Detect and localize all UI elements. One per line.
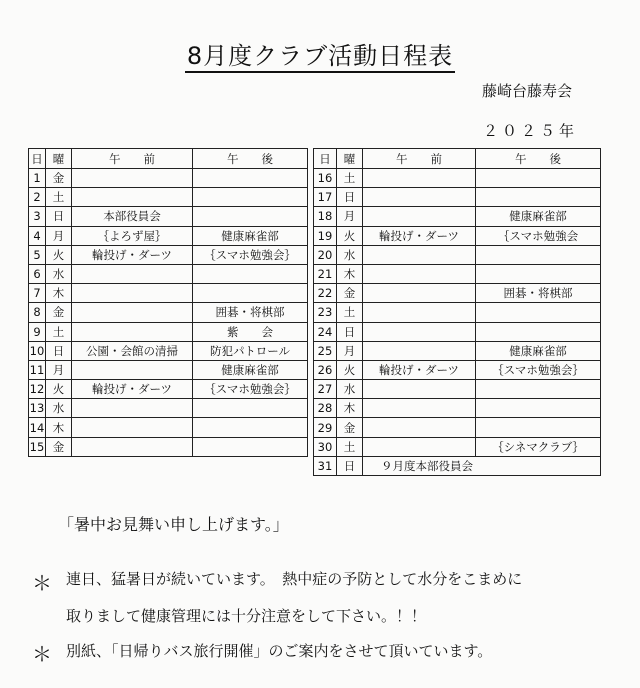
weekday-cell: 土 (46, 322, 72, 341)
am-cell (363, 169, 476, 188)
am-cell (363, 207, 476, 226)
pm-cell: ｛スマホ勉強会 (476, 226, 601, 245)
schedule-table (28, 148, 601, 476)
day-cell: 4 (29, 226, 46, 245)
pm-cell: 健康麻雀部 (476, 207, 601, 226)
weekday-cell: 土 (337, 303, 363, 322)
page-title (0, 36, 640, 71)
table-row (29, 226, 601, 245)
table-row (29, 264, 601, 283)
header-weekday: 曜 (46, 149, 72, 169)
day-cell: 11 (29, 360, 46, 379)
weekday-cell: 火 (337, 360, 363, 379)
am-cell (72, 360, 193, 379)
am-cell: ｛よろず屋｝ (72, 226, 193, 245)
am-cell (363, 380, 476, 399)
weekday-cell: 日 (337, 456, 363, 475)
weekday-cell: 木 (46, 418, 72, 437)
pm-cell (193, 169, 308, 188)
day-cell: 25 (314, 341, 337, 360)
day-cell: 23 (314, 303, 337, 322)
weekday-cell: 月 (337, 207, 363, 226)
day-cell: 18 (314, 207, 337, 226)
header-day: 日 (29, 149, 46, 169)
table-row (29, 418, 601, 437)
pm-cell (476, 418, 601, 437)
weekday-cell: 月 (337, 341, 363, 360)
weekday-cell: 日 (337, 322, 363, 341)
pm-cell: 健康麻雀部 (193, 360, 308, 379)
am-cell: 輪投げ・ダーツ (72, 380, 193, 399)
day-cell: 7 (29, 284, 46, 303)
weekday-cell: 水 (46, 399, 72, 418)
table-row (29, 284, 601, 303)
day-cell: 8 (29, 303, 46, 322)
weekday-cell: 日 (337, 188, 363, 207)
note-line-2: 取りまして健康管理には十分注意をして下さい。！！ (66, 607, 427, 625)
am-cell (72, 284, 193, 303)
weekday-cell: 月 (46, 360, 72, 379)
weekday-cell: 金 (337, 418, 363, 437)
header-day: 日 (314, 149, 337, 169)
am-cell (363, 303, 476, 322)
am-cell: 輪投げ・ダーツ (72, 245, 193, 264)
weekday-cell: 金 (337, 284, 363, 303)
table-row (29, 188, 601, 207)
day-cell: 26 (314, 360, 337, 379)
pm-cell (193, 437, 308, 456)
pm-cell: 紫 会 (193, 322, 308, 341)
am-cell (363, 418, 476, 437)
weekday-cell: 日 (46, 341, 72, 360)
pm-cell (476, 303, 601, 322)
pm-cell (476, 188, 601, 207)
am-cell (363, 322, 476, 341)
day-cell: 5 (29, 245, 46, 264)
am-cell (72, 399, 193, 418)
day-cell: 21 (314, 264, 337, 283)
day-cell: 20 (314, 245, 337, 264)
blank-cell (72, 456, 193, 475)
day-cell: 28 (314, 399, 337, 418)
weekday-cell: 月 (46, 226, 72, 245)
table-row (29, 360, 601, 379)
pm-cell: 囲碁・将棋部 (476, 284, 601, 303)
organization-name: 藤崎台藤寿会 (482, 82, 573, 100)
day-cell: 16 (314, 169, 337, 188)
pm-cell: ｛スマホ勉強会｝ (476, 360, 601, 379)
asterisk-bullet: ＊ (32, 642, 52, 666)
day-cell: 15 (29, 437, 46, 456)
pm-cell (193, 399, 308, 418)
weekday-cell: 木 (337, 264, 363, 283)
weekday-cell: 木 (337, 399, 363, 418)
am-cell (363, 264, 476, 283)
am-cell: ９月度本部役員会 (363, 456, 601, 475)
weekday-cell: 土 (46, 188, 72, 207)
table-row (29, 169, 601, 188)
am-cell (72, 169, 193, 188)
header-pm: 午 後 (476, 149, 601, 169)
pm-cell (193, 418, 308, 437)
day-cell: 29 (314, 418, 337, 437)
table-row (29, 456, 601, 475)
day-cell: 30 (314, 437, 337, 456)
am-cell: 輪投げ・ダーツ (363, 360, 476, 379)
header-am: 午 前 (72, 149, 193, 169)
weekday-cell: 火 (337, 226, 363, 245)
pm-cell: ｛シネマクラブ｝ (476, 437, 601, 456)
pm-cell: ｛スマホ勉強会｝ (193, 380, 308, 399)
schedule-body (29, 169, 601, 476)
am-cell: 公園・会館の清掃 (72, 341, 193, 360)
pm-cell (193, 188, 308, 207)
header-weekday: 曜 (337, 149, 363, 169)
note-line-1: 連日、猛暑日が続いています。 熱中症の予防として水分をこまめに (66, 570, 523, 588)
day-cell: 14 (29, 418, 46, 437)
am-cell (363, 188, 476, 207)
weekday-cell: 金 (46, 303, 72, 322)
pm-cell (476, 245, 601, 264)
day-cell: 13 (29, 399, 46, 418)
pm-cell: 囲碁・将棋部 (193, 303, 308, 322)
pm-cell (476, 399, 601, 418)
page-title-text: 8月度クラブ活動日程表 (185, 42, 455, 73)
am-cell (72, 437, 193, 456)
table-row (29, 341, 601, 360)
pm-cell (193, 284, 308, 303)
table-row (29, 380, 601, 399)
weekday-cell: 水 (337, 380, 363, 399)
day-cell: 17 (314, 188, 337, 207)
day-cell: 6 (29, 264, 46, 283)
weekday-cell: 水 (337, 245, 363, 264)
note-line-3: 別紙、「日帰りバス旅行開催」のご案内をさせて頂いています。 (66, 642, 493, 660)
blank-cell (46, 456, 72, 475)
weekday-cell: 火 (46, 245, 72, 264)
header-pm: 午 後 (193, 149, 308, 169)
pm-cell: ｛スマホ勉強会｝ (193, 245, 308, 264)
table-row (29, 207, 601, 226)
weekday-cell: 土 (337, 437, 363, 456)
day-cell: 10 (29, 341, 46, 360)
greeting: 「暑中お見舞い申し上げます。」 (58, 515, 289, 534)
day-cell: 19 (314, 226, 337, 245)
day-cell: 27 (314, 380, 337, 399)
header-am: 午 前 (363, 149, 476, 169)
weekday-cell: 火 (46, 380, 72, 399)
table-row (29, 303, 601, 322)
am-cell (72, 264, 193, 283)
day-cell: 1 (29, 169, 46, 188)
weekday-cell: 水 (46, 264, 72, 283)
pm-cell (476, 264, 601, 283)
pm-cell (193, 207, 308, 226)
pm-cell: 防犯パトロール (193, 341, 308, 360)
weekday-cell: 金 (46, 169, 72, 188)
table-header-row (29, 149, 601, 169)
day-cell: 2 (29, 188, 46, 207)
am-cell (363, 341, 476, 360)
day-cell: 12 (29, 380, 46, 399)
am-cell (72, 188, 193, 207)
am-cell (363, 284, 476, 303)
table-row (29, 322, 601, 341)
am-cell (363, 437, 476, 456)
day-cell: 9 (29, 322, 46, 341)
am-cell (72, 303, 193, 322)
day-cell: 24 (314, 322, 337, 341)
table-row (29, 399, 601, 418)
year-label: ２０２５年 (483, 122, 579, 140)
pm-cell: 健康麻雀部 (193, 226, 308, 245)
am-cell (72, 418, 193, 437)
weekday-cell: 土 (337, 169, 363, 188)
weekday-cell: 木 (46, 284, 72, 303)
asterisk-bullet: ＊ (32, 571, 52, 595)
am-cell: 輪投げ・ダーツ (363, 226, 476, 245)
table-row (29, 437, 601, 456)
day-cell: 22 (314, 284, 337, 303)
am-cell (363, 245, 476, 264)
pm-cell (476, 169, 601, 188)
weekday-cell: 日 (46, 207, 72, 226)
table-row (29, 245, 601, 264)
day-cell: 31 (314, 456, 337, 475)
blank-cell (193, 456, 308, 475)
pm-cell (476, 380, 601, 399)
am-cell (72, 322, 193, 341)
weekday-cell: 金 (46, 437, 72, 456)
day-cell: 3 (29, 207, 46, 226)
am-cell: 本部役員会 (72, 207, 193, 226)
pm-cell (476, 322, 601, 341)
blank-cell (29, 456, 46, 475)
pm-cell: 健康麻雀部 (476, 341, 601, 360)
am-cell (363, 399, 476, 418)
pm-cell (193, 264, 308, 283)
